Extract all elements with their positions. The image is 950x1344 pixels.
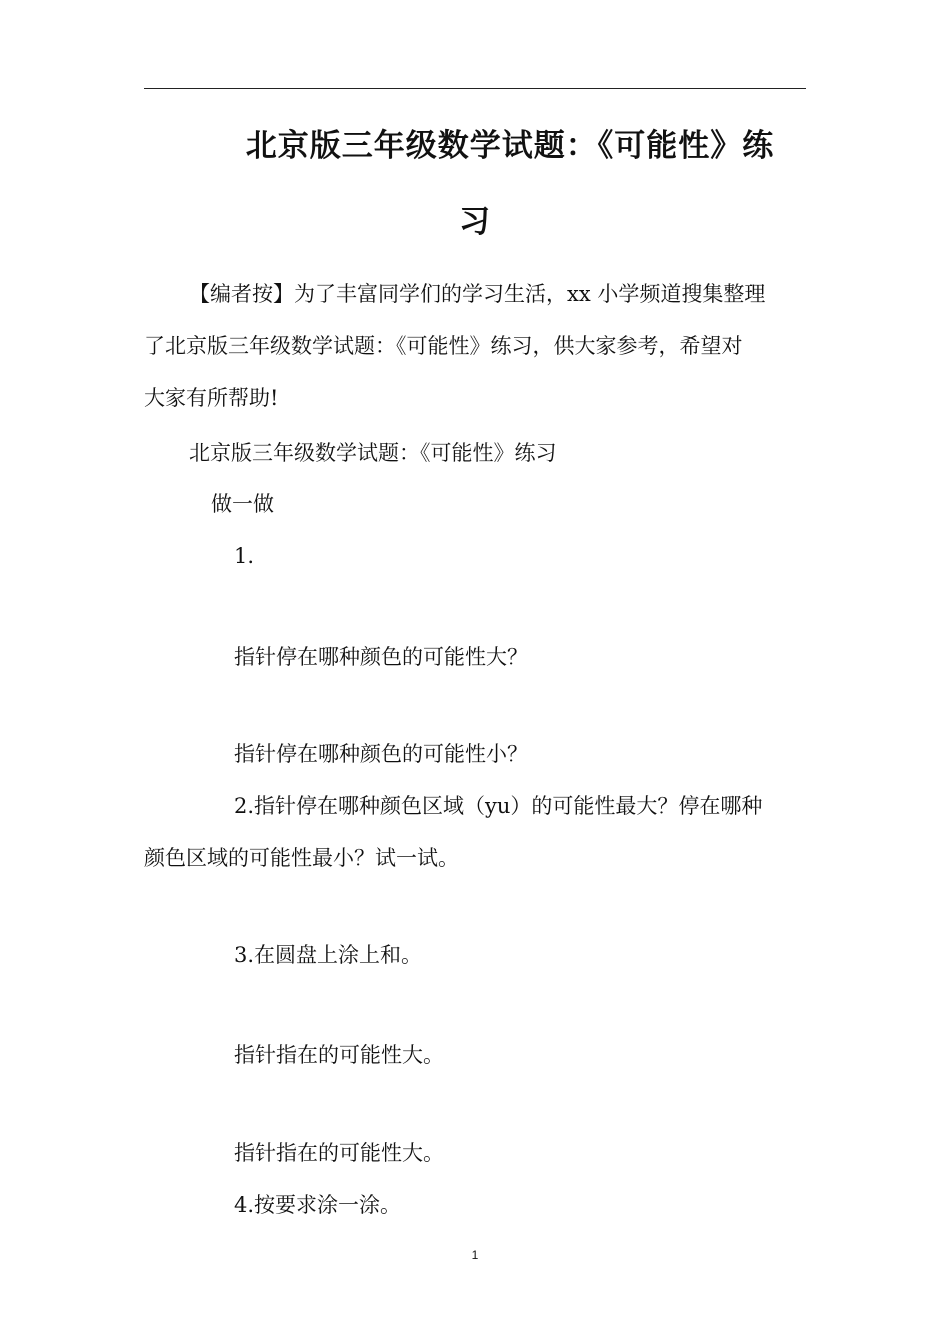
section-heading: 做一做 [211, 492, 274, 516]
question-4: 4.按要求涂一涂。 [234, 1193, 402, 1217]
subtitle: 北京版三年级数学试题：《可能性》练习 [189, 441, 557, 465]
question-2-line1: 2.指针停在哪种颜色区域（yu）的可能性最大？停在哪种 [234, 794, 763, 818]
document-title-line2: 习 [459, 204, 491, 240]
question-3-part-b: 指针指在的可能性大。 [234, 1141, 444, 1165]
intro-line2: 了北京版三年级数学试题：《可能性》练习，供大家参考，希望对 [144, 334, 743, 358]
question-1-number: 1. [234, 544, 255, 568]
document-title-line1: 北京版三年级数学试题：《可能性》练 [245, 128, 775, 164]
intro-line1: 【编者按】为了丰富同学们的学习生活，xx 小学频道搜集整理 [189, 282, 766, 306]
question-1-part-a: 指针停在哪种颜色的可能性大？ [234, 645, 528, 669]
header-rule [144, 88, 806, 89]
question-2-line2: 颜色区域的可能性最小？试一试。 [144, 846, 459, 870]
page-number: 1 [471, 1248, 479, 1262]
question-1-part-b: 指针停在哪种颜色的可能性小？ [234, 742, 528, 766]
question-3: 3.在圆盘上涂上和。 [234, 943, 423, 967]
intro-line3: 大家有所帮助! [144, 386, 279, 410]
question-3-part-a: 指针指在的可能性大。 [234, 1043, 444, 1067]
